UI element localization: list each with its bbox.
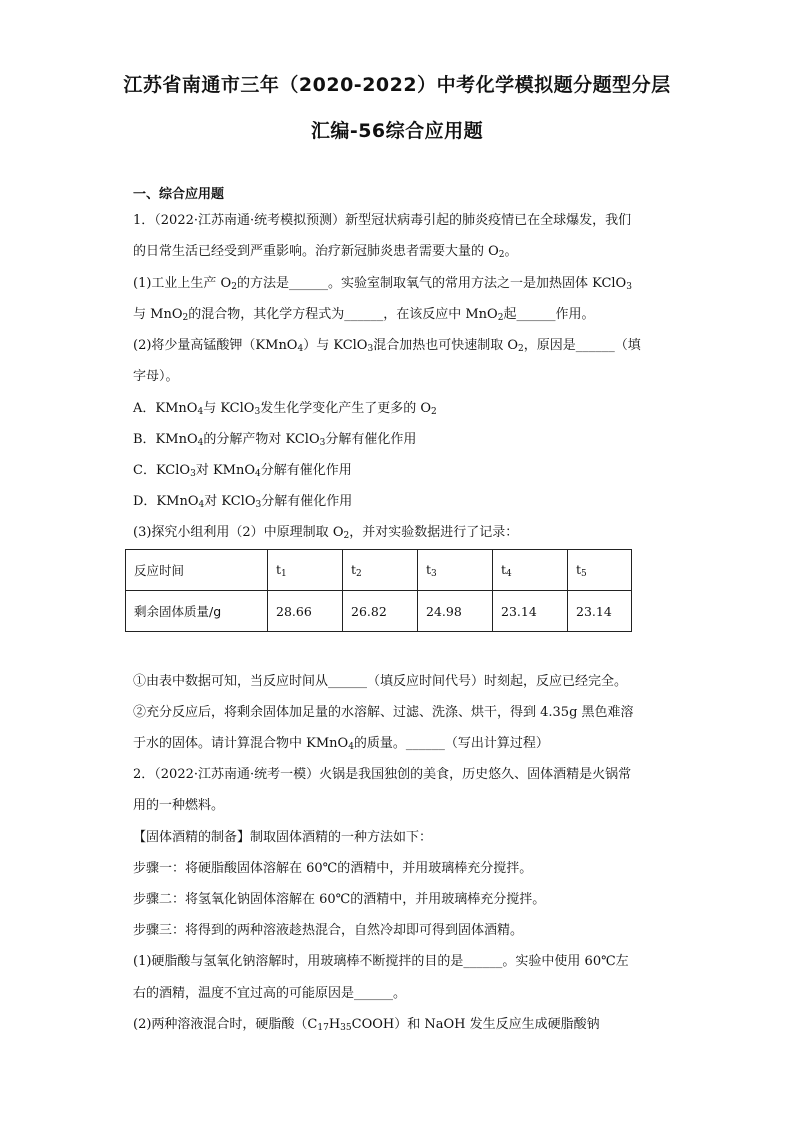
q1-option-d: D．KMnO$_4$对 KClO$_3$分解有催化作用 — [133, 494, 353, 510]
q2-stem-line2: 用的一种燃料。 — [133, 798, 225, 813]
q2-part1-line2: 右的酒精，温度不宜过高的可能原因是______。 — [133, 986, 407, 1001]
table-header-cell: 反应时间 — [126, 550, 268, 591]
q1-option-b: B．KMnO$_4$的分解产物对 KClO$_3$分解有催化作用 — [133, 432, 417, 448]
q1-option-a: A．KMnO$_4$与 KClO$_3$发生化学变化产生了更多的 $O_2$ — [133, 401, 437, 417]
table-cell: 23.14 — [493, 591, 568, 632]
table-row — [126, 550, 632, 591]
q1-conclusion-2-line1: ②充分反应后，将剩余固体加足量的水溶解、过滤、洗涤、烘干，得到 4.35g 黑色难溶 — [133, 705, 634, 720]
q1-part2-line1: (2)将少量高锰酸钾（KMnO$_4$）与 KClO$_3$混合加热也可快速制取 $O_2$，原因是______（填 — [133, 338, 641, 354]
section-heading: 一、综合应用题 — [133, 187, 225, 202]
document-title-line1: 江苏省南通市三年（2020-2022）中考化学模拟题分题型分层 — [123, 74, 671, 96]
q1-option-c: C．KClO$_3$对 KMnO$_4$分解有催化作用 — [133, 463, 352, 479]
table-cell: 24.98 — [418, 591, 493, 632]
table-cell: $t_1$ — [268, 550, 343, 591]
table-cell: 26.82 — [343, 591, 418, 632]
table-cell: $t_5$ — [568, 550, 632, 591]
q2-step1: 步骤一：将硬脂酸固体溶解在 60℃的酒精中，并用玻璃棒充分搅拌。 — [133, 861, 533, 876]
table-header-cell: 剩余固体质量/g — [126, 591, 268, 632]
table-cell: 23.14 — [568, 591, 632, 632]
q1-stem-line1: 1．（2022·江苏南通·统考模拟预测）新型冠状病毒引起的肺炎疫情已在全球爆发，我们 — [133, 213, 632, 228]
q1-part2-line2: 字母）。 — [133, 369, 179, 384]
q2-part2-line1: (2)两种溶液混合时，硬脂酸$(C_{17}H_{35}COOH)$和 NaOH 发生反应生成硬脂酸钠 — [133, 1017, 600, 1033]
data-table — [125, 549, 632, 632]
table-row — [126, 591, 632, 632]
q1-part3-intro: (3)探究小组利用（2）中原理制取 $O_2$，并对实验数据进行了记录： — [133, 525, 519, 541]
document-title-line2: 汇编-56综合应用题 — [310, 120, 484, 142]
q2-step3: 步骤三：将得到的两种溶液趁热混合，自然冷却即可得到固体酒精。 — [133, 923, 524, 938]
q2-stem-line1: 2．（2022·江苏南通·统考一模）火锅是我国独创的美食，历史悠久、固体酒精是火锅常 — [133, 767, 632, 782]
q2-prep-heading: 【固体酒精的制备】制取固体酒精的一种方法如下： — [133, 830, 433, 845]
q1-part1-line2: 与 MnO$_2$的混合物，其化学方程式为______，在该反应中 MnO$_2$起______作用。 — [133, 307, 595, 323]
q2-part1-line1: (1)硬脂酸与氢氧化钠溶解时，用玻璃棒不断搅拌的目的是______。实验中使用 60℃左 — [133, 954, 629, 969]
q2-step2: 步骤二：将氢氧化钠固体溶解在 60℃的酒精中，并用玻璃棒充分搅拌。 — [133, 892, 546, 907]
q1-conclusion-2-line2: 于水的固体。请计算混合物中 KMnO$_4$的质量。______（写出计算过程） — [133, 736, 549, 752]
q1-conclusion-1: ①由表中数据可知，当反应时间从______（填反应时间代号）时刻起，反应已经完全。 — [133, 674, 628, 689]
table-cell: $t_2$ — [343, 550, 418, 591]
q1-part1-line1: (1)工业上生产 $O_2$的方法是______。实验室制取氧气的常用方法之一是加热固体 KClO$_3$ — [133, 276, 632, 292]
table-cell: 28.66 — [268, 591, 343, 632]
table-cell: $t_3$ — [418, 550, 493, 591]
q1-stem-line2: 的日常生活已经受到严重影响。治疗新冠肺炎患者需要大量的 $O_2$。 — [133, 244, 518, 260]
table-cell: $t_4$ — [493, 550, 568, 591]
